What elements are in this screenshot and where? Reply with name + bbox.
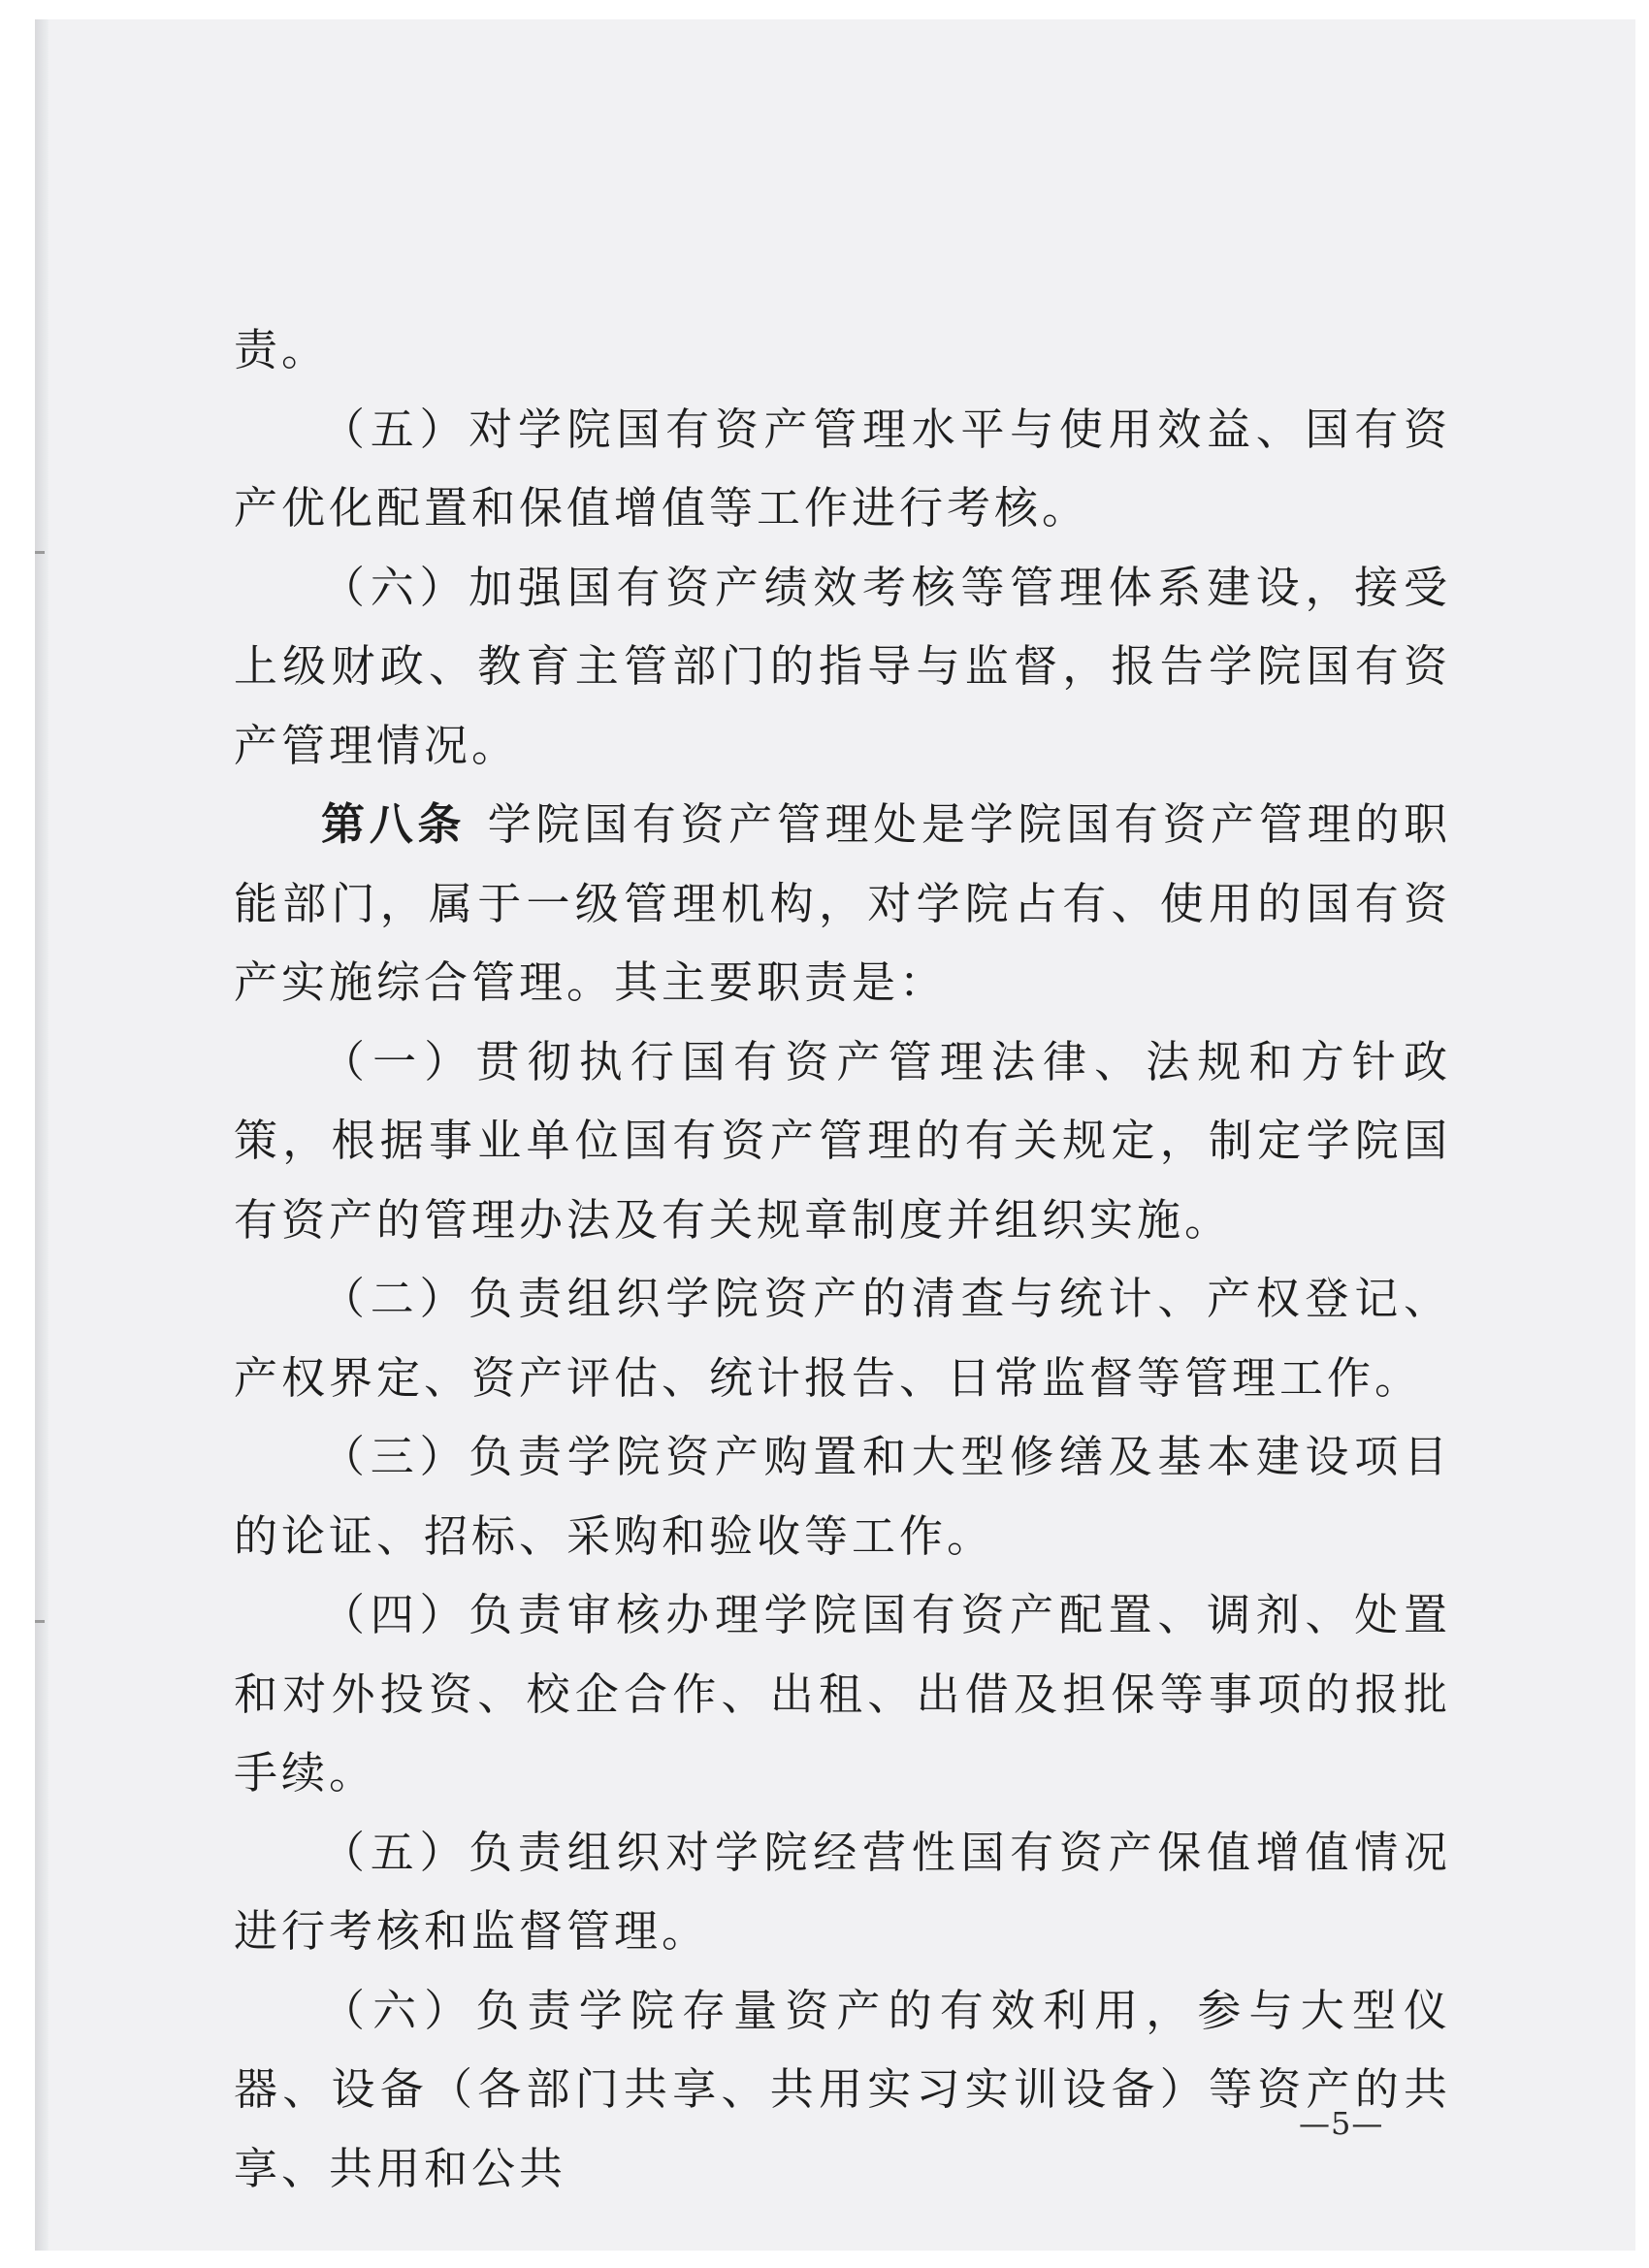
- paragraph: （六）负责学院存量资产的有效利用，参与大型仪器、设备（各部门共享、共用实习实训设备）等资产的共享、共用和公共: [234, 1984, 1451, 2194]
- paragraph: （四）负责审核办理学院国有资产配置、调剂、处置和对外投资、校企合作、出租、出借及担保等事项的报批手续。: [234, 1589, 1451, 1798]
- paragraph: （三）负责学院资产购置和大型修缮及基本建设项目的论证、招标、采购和验收等工作。: [234, 1431, 1451, 1562]
- article-paragraph: [234, 785, 1451, 1022]
- article-text: 学院国有资产管理处是学院国有资产管理的职能部门，属于一级管理机构，对学院占有、使用的国有资产实施综合管理。其主要职责是：: [234, 798, 1451, 1008]
- document-page: [35, 19, 1635, 2251]
- staple-mark: [35, 551, 45, 554]
- paragraph: （一）贯彻执行国有资产管理法律、法规和方针政策，根据事业单位国有资产管理的有关规定，制定学院国有资产的管理办法及有关规章制度并组织实施。: [234, 1035, 1451, 1246]
- article-label: 第八条: [321, 798, 467, 850]
- paragraph: （五）负责组织对学院经营性国有资产保值增值情况进行考核和监督管理。: [234, 1826, 1451, 1957]
- paragraph: （二）负责组织学院资产的清查与统计、产权登记、产权界定、资产评估、统计报告、日常监督等管理工作。: [234, 1273, 1451, 1404]
- paragraph: （六）加强国有资产绩效考核等管理体系建设，接受上级财政、教育主管部门的指导与监督，报告学院国有资产管理情况。: [234, 561, 1451, 771]
- paragraph: 责。: [234, 324, 330, 375]
- page-number: —5—: [1299, 2105, 1384, 2142]
- paragraph: （五）对学院国有资产管理水平与使用效益、国有资产优化配置和保值增值等工作进行考核。: [234, 403, 1451, 534]
- staple-mark: [35, 1620, 45, 1623]
- document-body: [234, 310, 1451, 2208]
- binding-edge: [35, 19, 48, 2251]
